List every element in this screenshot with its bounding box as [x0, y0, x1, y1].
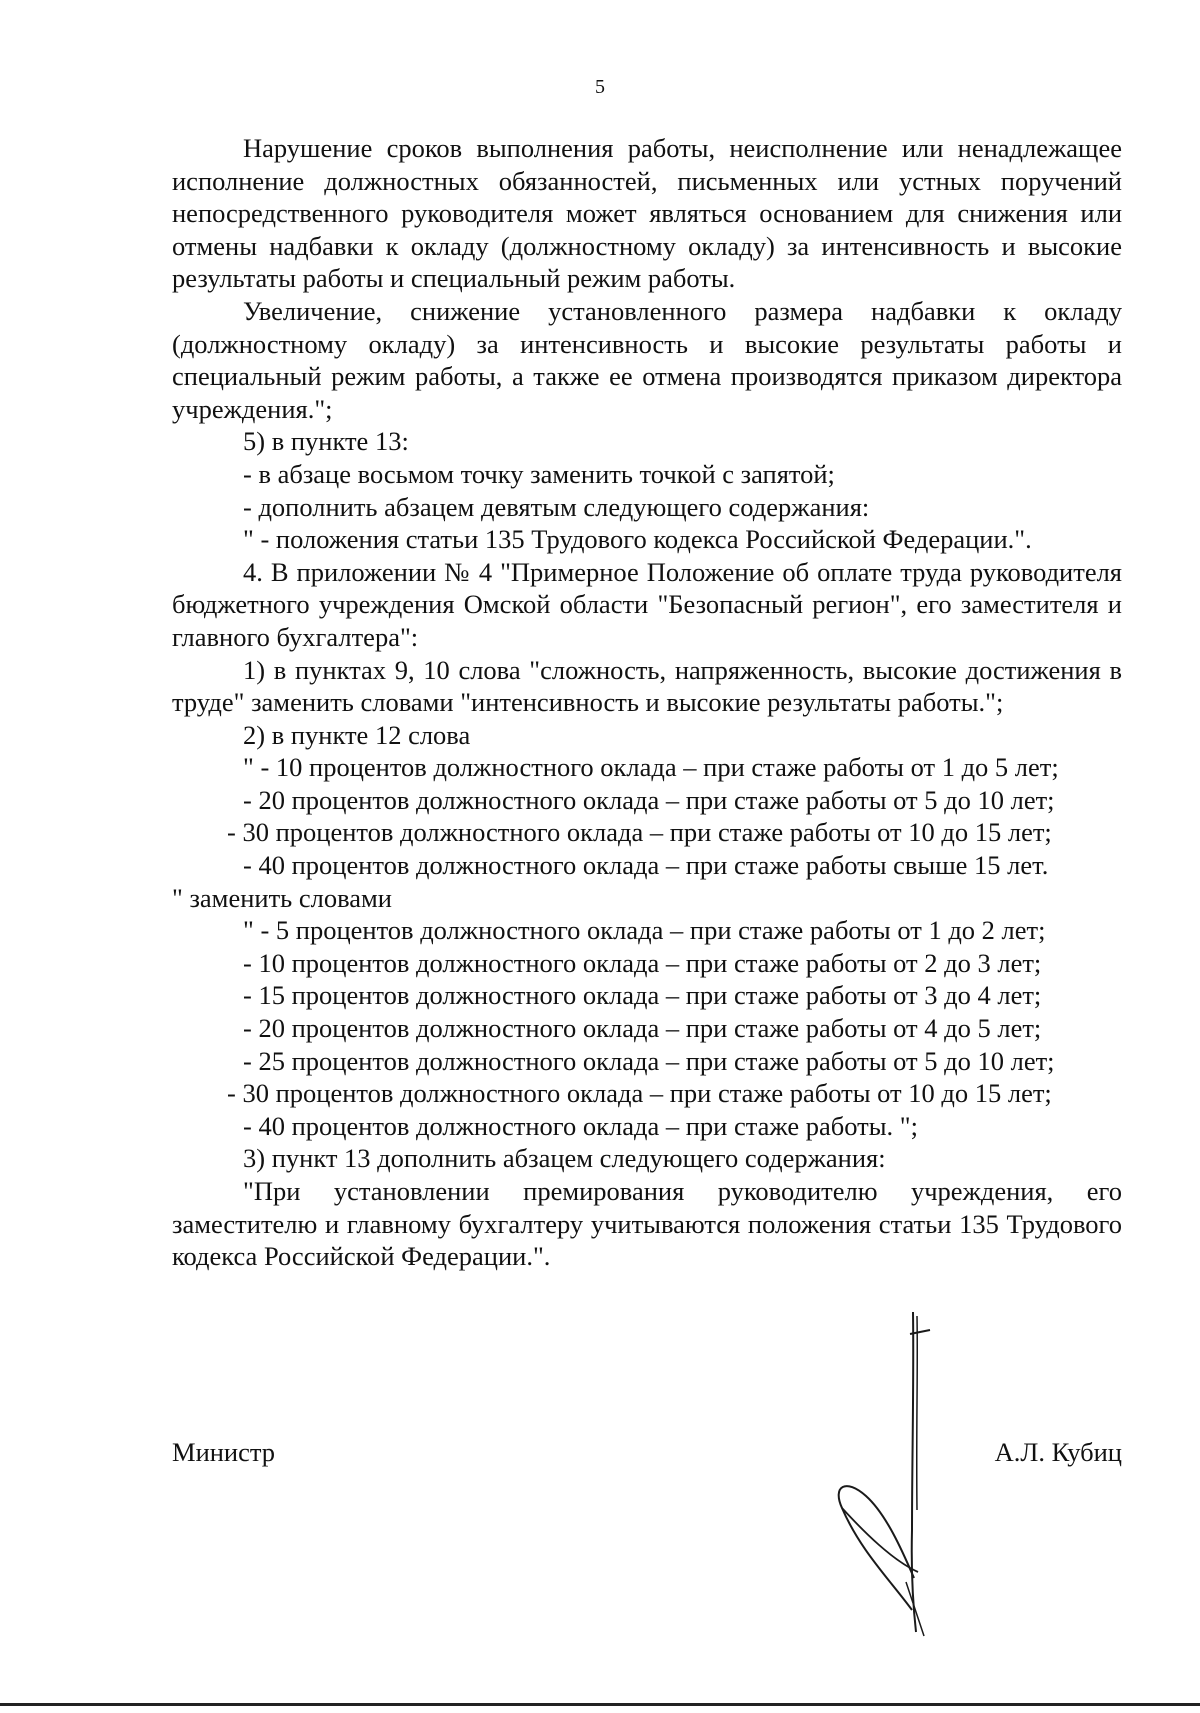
paragraph: 1) в пунктах 9, 10 слова "сложность, напряженность, высокие достижения в труде" заменить словами "интенсивность и высокие результаты работы."; [172, 654, 1122, 718]
signatory-name: А.Л. Кубиц [994, 1437, 1122, 1467]
document-body [172, 132, 1122, 1273]
page-number: 5 [595, 76, 605, 98]
paragraph: Увеличение, снижение установленного размера надбавки к окладу (должностному окладу) за интенсивность и высокие результаты работы и специальный режим работы, а также ее отмена производятся приказом директора учреждения."; [172, 295, 1122, 424]
paragraph: - 40 процентов должностного оклада – при стаже работы свыше 15 лет. [243, 850, 1049, 881]
paragraph: - 30 процентов должностного оклада – при стаже работы от 10 до 15 лет; [227, 1078, 1052, 1109]
paragraph: 2) в пункте 12 слова [243, 719, 471, 750]
paragraph: 4. В приложении № 4 "Примерное Положение об оплате труда руководителя бюджетного учреждения Омской области "Безопасный регион", его заместителя и главного бухгалтера": [172, 556, 1122, 652]
paragraph: - дополнить абзацем девятым следующего содержания: [243, 491, 870, 522]
paragraph: - 15 процентов должностного оклада – при стаже работы от 3 до 4 лет; [243, 980, 1042, 1011]
paragraph: - в абзаце восьмом точку заменить точкой с запятой; [243, 458, 835, 489]
paragraph: 5) в пункте 13: [243, 426, 409, 457]
paragraph: - 20 процентов должностного оклада – при стаже работы от 5 до 10 лет; [243, 784, 1055, 815]
paragraph: " заменить словами [172, 882, 392, 913]
paragraph: - 25 процентов должностного оклада – при стаже работы от 5 до 10 лет; [243, 1045, 1055, 1076]
paragraph: " - 5 процентов должностного оклада – при стаже работы от 1 до 2 лет; [243, 915, 1046, 946]
paragraph: - 10 процентов должностного оклада – при стаже работы от 2 до 3 лет; [243, 947, 1042, 978]
signatory-title: Министр [172, 1437, 276, 1467]
handwritten-signature [820, 1310, 940, 1640]
paragraph: - 20 процентов должностного оклада – при стаже работы от 4 до 5 лет; [243, 1013, 1042, 1044]
paragraph: - 40 процентов должностного оклада – при стаже работы. "; [243, 1110, 918, 1141]
signature-block [172, 1437, 1122, 1477]
paragraph: - 30 процентов должностного оклада – при стаже работы от 10 до 15 лет; [227, 817, 1052, 848]
bottom-border [0, 1703, 1200, 1706]
paragraph: "При установлении премирования руководителю учреждения, его заместителю и главному бухгалтеру учитываются положения статьи 135 Трудового кодекса Российской Федерации.". [172, 1176, 1122, 1272]
paragraph: " - 10 процентов должностного оклада – при стаже работы от 1 до 5 лет; [243, 752, 1059, 783]
paragraph: 3) пункт 13 дополнить абзацем следующего содержания: [243, 1143, 886, 1174]
paragraph: Нарушение сроков выполнения работы, неисполнение или ненадлежащее исполнение должностных обязанностей, письменных или устных поручений непосредственного руководителя может являться основанием для снижения или отмены надбавки к окладу (должностному окладу) за интенсивность и высокие результаты работы и специальный режим работы. [172, 133, 1122, 294]
paragraph: " - положения статьи 135 Трудового кодекса Российской Федерации.". [243, 524, 1032, 555]
